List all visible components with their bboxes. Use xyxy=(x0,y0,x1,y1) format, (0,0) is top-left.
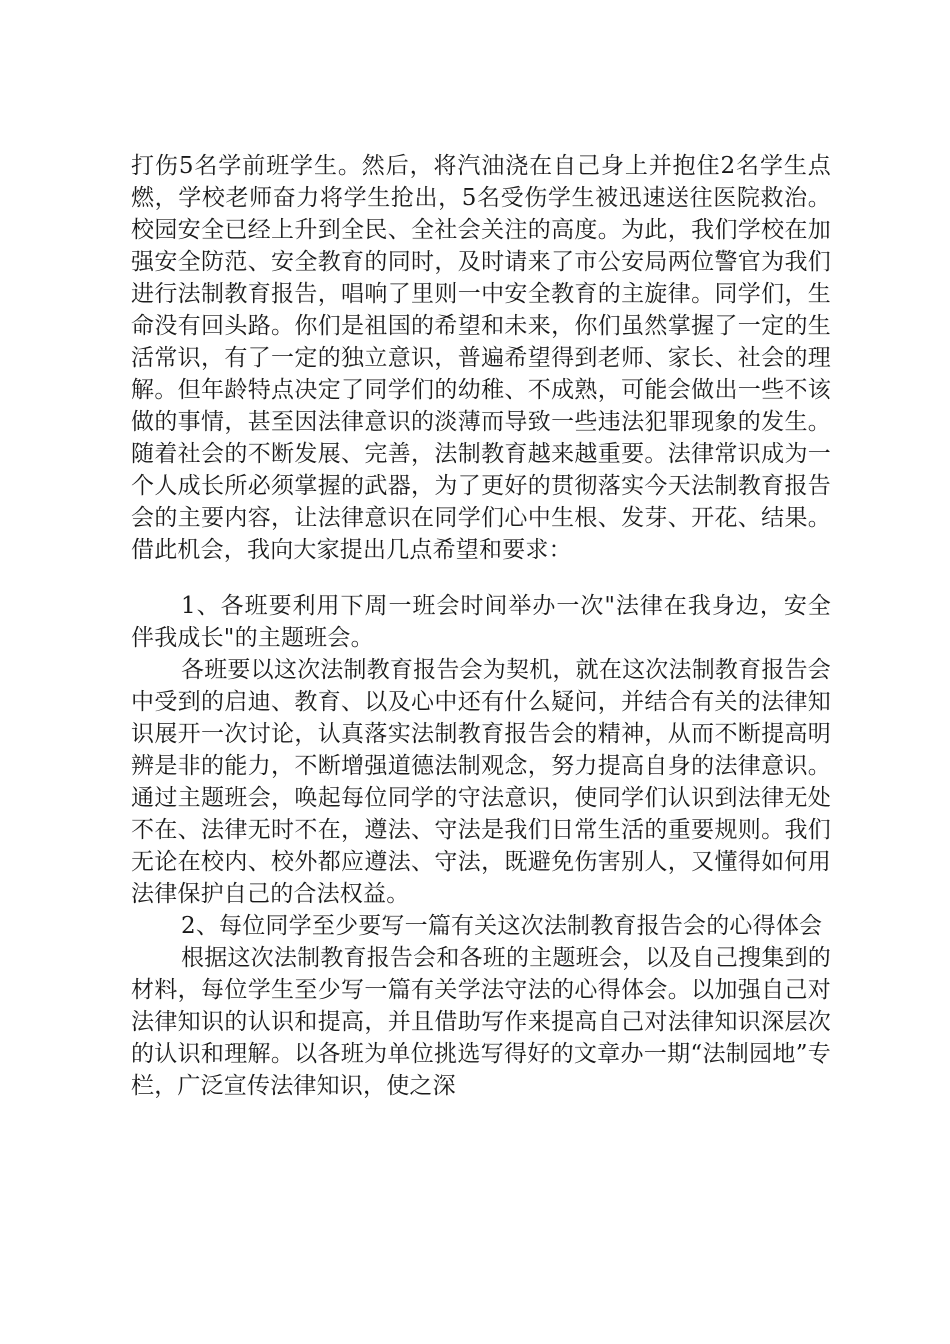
document-body xyxy=(131,150,831,1102)
requirement-heading-1: 1、各班要利用下周一班会时间举办一次"法律在我身边，安全伴我成长"的主题班会。 xyxy=(131,593,831,651)
requirement-heading-2: 2、每位同学至少要写一篇有关这次法制教育报告会的心得体会 xyxy=(181,913,823,939)
body-paragraph: 打伤5名学前班学生。然后，将汽油浇在自己身上并抱住2名学生点燃，学校老师奋力将学生抢出，5名受伤学生被迅速送往医院救治。校园安全已经上升到全民、全社会关注的高度。为此，我们学校在加强安全防范、安全教育的同时，及时请来了市公安局两位警官为我们进行法制教育报告，唱响了里则一中安全教育的主旋律。同学们，生命没有回头路。你们是祖国的希望和未来，你们虽然掌握了一定的生活常识，有了一定的独立意识，普遍希望得到老师、家长、社会的理解。但年龄特点决定了同学们的幼稚、不成熟，可能会做出一些不该做的事情，甚至因法律意识的淡薄而导致一些违法犯罪现象的发生。随着社会的不断发展、完善，法制教育越来越重要。法律常识成为一个人成长所必须掌握的武器，为了更好的贯彻落实今天法制教育报告会的主要内容，让法律意识在同学们心中生根、发芽、开花、结果。借此机会，我向大家提出几点希望和要求： xyxy=(131,153,831,563)
body-paragraph: 根据这次法制教育报告会和各班的主题班会，以及自己搜集到的材料，每位学生至少写一篇有关学法守法的心得体会。以加强自己对法律知识的认识和提高，并且借助写作来提高自己对法律知识深层次的认识和理解。以各班为单位挑选写得好的文章办一期“法制园地”专栏，广泛宣传法律知识，使之深 xyxy=(131,945,831,1099)
body-paragraph: 各班要以这次法制教育报告会为契机，就在这次法制教育报告会中受到的启迪、教育、以及心中还有什么疑问，并结合有关的法律知识展开一次讨论，认真落实法制教育报告会的精神，从而不断提高明辨是非的能力，不断增强道德法制观念，努力提高自身的法律意识。通过主题班会，唤起每位同学的守法意识，使同学们认识到法律无处不在、法律无时不在，遵法、守法是我们日常生活的重要规则。我们无论在校内、校外都应遵法、守法，既避免伤害别人，又懂得如何用法律保护自己的合法权益。 xyxy=(131,657,831,907)
